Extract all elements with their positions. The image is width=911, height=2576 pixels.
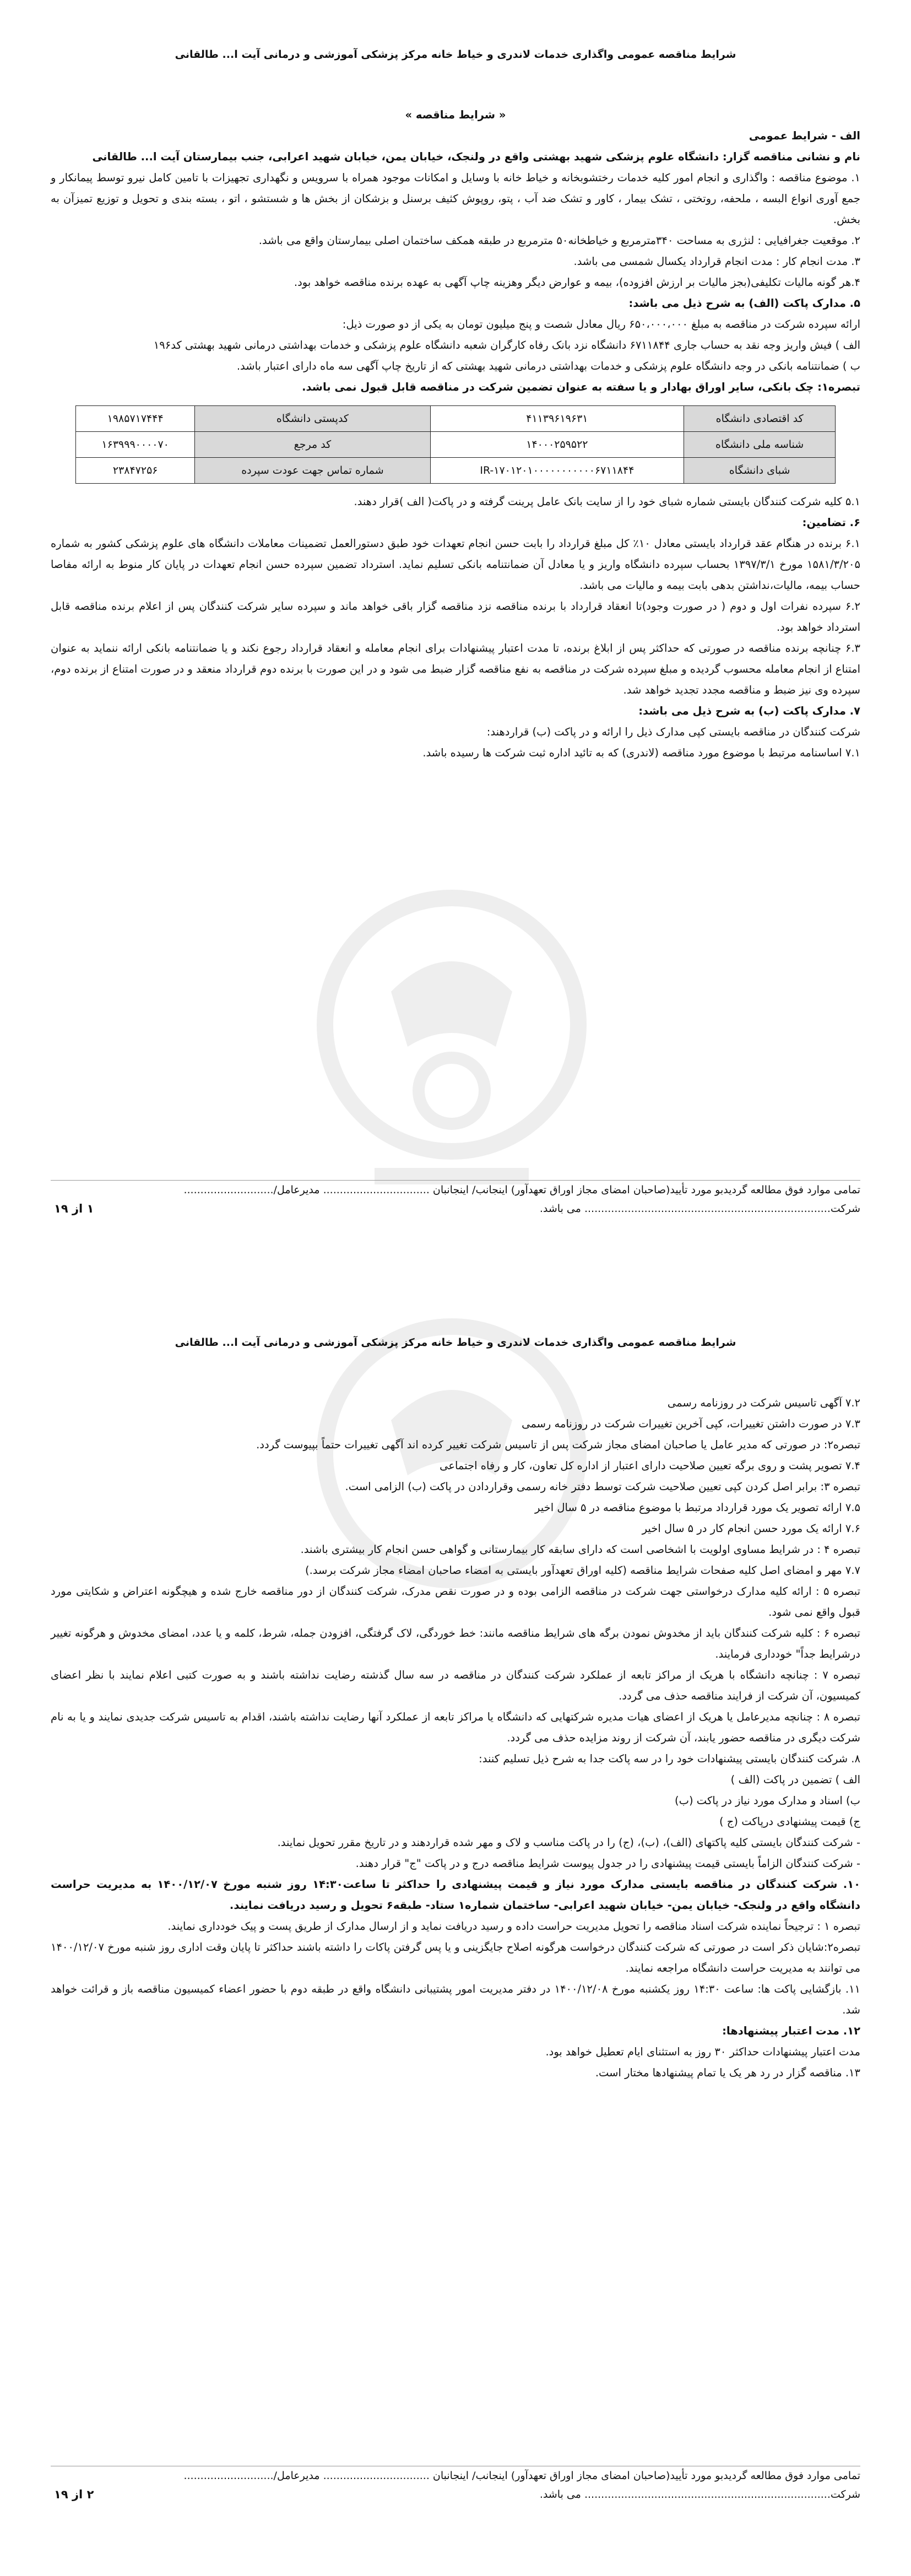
- company-line: شرکت.......................................................................... می باشد.: [539, 2488, 860, 2501]
- item-7-5: ۷.۵ ارائه تصویر یک مورد قرارداد مرتبط با موضوع مناقصه در ۵ سال اخیر: [535, 1501, 860, 1514]
- item-3: ۳. مدت انجام کار : مدت انجام قرارداد یکسال شمسی می باشد.: [573, 255, 860, 268]
- table-cell: ۴۱۱۳۹۶۱۹۶۳۱: [430, 406, 684, 432]
- item-7-text: شرکت کنندگان در مناقصه بایستی کپی مدارک ذیل را ارائه و در پاکت (ب) قراردهند:: [486, 726, 860, 738]
- table-cell: ۲۳۸۴۷۲۵۶: [76, 458, 195, 484]
- section-title: « شرایط مناقصه »: [405, 109, 506, 121]
- company-line: شرکت.......................................................................... می باشد.: [539, 1203, 860, 1215]
- signature-line: تمامی موارد فوق مطالعه گردیدبو مورد تأیید(صاحبان امضای مجاز اوراق تعهدآور) اینجانب/ اینجانبان ................................ مدیرعامل/...........................: [183, 2470, 860, 2482]
- note-3: تبصره ۳: برابر اصل کردن کپی تعیین صلاحیت شرکت توسط دفتر خانه رسمی وقراردادن در پاکت (ب) الزامی است.: [345, 1480, 860, 1493]
- table-cell: IR-۱۷۰۱۲۰۱۰۰۰۰۰۰۰۰۰۰۰۶۷۱۱۸۴۴: [430, 458, 684, 484]
- table-cell: ۱۹۸۵۷۱۷۴۴۴: [76, 406, 195, 432]
- envelope-a: الف ) تضمین در پاکت (الف ): [730, 1773, 860, 1786]
- note-7: تبصره ۷ : چنانچه دانشگاه با هریک از مراکز تابعه از عملکرد شرکت کنندگان در مناقصه در سه سال گذشته رضایت نداشته باشند و به صورت کتبی اعلام نمایند با نظر اعضای کمیسیون، آن شرکت از فرایند مناقصه حذف می گردد.: [51, 1669, 860, 1702]
- item-7-title: ۷. مدارک پاکت (ب) به شرح ذیل می باشد:: [638, 705, 860, 717]
- page-2-content: [51, 1393, 860, 2083]
- note-1-delivery: تبصره ۱ : ترجیحاً نماینده شرکت اسناد مناقصه را تحویل مدیریت حراست داده و رسید دریافت نماید و از ارسال مدارک از طریق پست و پیک خودداری نمایند.: [167, 1920, 860, 1933]
- item-10: ۱۰. شرکت کنندگان در مناقصه بایستی مدارک مورد نیاز و قیمت پیشنهادی را حداکثر تا ساعت۱۴:۳۰ روز شنبه مورخ ۱۴۰۰/۱۲/۰۷ به مدیریت حراست دانشگاه واقع در ولنجک- خیابان یمن- خیابان شهید اعرابی- ساختمان شماره۱ ستاد- طبقه۶ تحویل و رسید دریافت نمایند.: [51, 1878, 860, 1912]
- item-5-a: الف ) فیش واریز وجه نقد به حساب جاری ۶۷۱۱۸۴۴ دانشگاه نزد بانک رفاه کارگران شعبه دانشگاه علوم پزشکی و خدمات بهداشتی درمانی شهید بهشتی کد۱۹۶: [153, 339, 860, 351]
- item-5-title: ۵. مدارک پاکت (الف) به شرح ذیل می باشد:: [628, 297, 860, 310]
- table-row: [76, 406, 836, 432]
- item-7-3: ۷.۳ در صورت داشتن تغییرات، کپی آخرین تغییرات شرکت در روزنامه رسمی: [522, 1417, 860, 1430]
- table-cell: شماره تماس جهت عودت سپرده: [195, 458, 430, 484]
- item-6-title: ۶. تضامین:: [802, 516, 860, 529]
- page-2: [0, 1288, 911, 2576]
- envelope-b: ب) اسناد و مدارک مورد نیاز در پاکت (ب): [675, 1794, 860, 1807]
- item-5-b: ب ) ضمانتنامه بانکی در وجه دانشگاه علوم پزشکی و خدمات بهداشتی درمانی شهید بهشتی که از تاریخ چاپ آگهی سه ماه دارای اعتبار باشد.: [236, 360, 860, 372]
- table-cell: ۱۶۳۹۹۹۰۰۰۰۷۰: [76, 432, 195, 458]
- item-6-3: ۶.۳ چنانچه برنده مناقصه در صورتی که حداکثر پس از ابلاغ برنده، تا مدت اعتبار پیشنهادات برای انجام معامله و انعقاد قرارداد رجوع نکند و یا ضمانتنامه بانکی ارائه ننماید به عنوان امتناع از انجام معامله محسوب گردیده و مبلغ سپرده شرکت در مناقصه به نفع مناقصه گزار ضبط می شود و در این صورت با برنده دوم قرارداد منعقد و در صورت امتناع از برنده دوم، سپرده وی نیز ضبط و مناقصه مجدد تجدید خواهد شد.: [51, 642, 860, 696]
- envelope-instruction: - شرکت کنندگان بایستی کلیه پاکتهای (الف)، (ب)، (ج) را در پاکت مناسب و لاک و مهر شده قراردهند و در تاریخ مقرر تحویل نمایند.: [277, 1836, 860, 1849]
- item-7-7: ۷.۷ مهر و امضای اصل کلیه صفحات شرایط مناقصه (کلیه اوراق تعهدآور بایستی به امضاء صاحبان امضاء مجاز شرکت برسد.): [305, 1564, 860, 1577]
- item-6-1: ۶.۱ برنده در هنگام عقد قرارداد بایستی معادل ۱۰٪ کل مبلغ قرارداد را بابت حسن انجام تعهدات خود طبق دستورالعمل تضمینات معاملات دانشگاه های علوم پزشکی کشور به شماره ۱۵۸۱/۳/۲۰۵ مورخ ۱۳۹۷/۳/۱ بحساب سپرده دانشگاه واریز و یا معادل آن ضمانتنامه بانکی تسلیم نماید. استرداد تضمین سپرده حسن انجام تعهدات در پایان کار منوط به ارائه مفاصا حساب بیمه، مالیات،نداشتن بدهی بابت بیمه و مالیات می باشد.: [51, 537, 860, 592]
- item-8: ۸. شرکت کنندگان بایستی پیشنهادات خود را در سه پاکت جدا به شرح ذیل تسلیم کنند:: [479, 1752, 860, 1765]
- page-number: ۱ از ۱۹: [54, 1202, 94, 1215]
- document-header: شرایط مناقصه عمومی واگذاری خدمات لاندری و خیاط خانه مرکز پزشکی آموزشی و درمانی آیت ا... طالقانی: [175, 1336, 736, 1349]
- item-1: ۱. موضوع مناقصه : واگذاری و انجام امور کلیه خدمات رختشوبخانه و خیاط خانه با وسایل و امکانات موجود همراه با سرویس و نگهداری تجهیزات با تامین کامل نیرو توسط پیمانکار و جمع آوری انواع البسه ، ملحفه، روتختی ، تشک بیمار ، کاور و تشک ضد آب ، پتو، روپوش کثیف برسنل و بزشکان از بخش ها و شستشو ، اتو ، بسته بندی و تحویل و توزیع تمیزآن به بخش.: [51, 171, 860, 226]
- envelope-c: ج) قیمت پیشنهادی درپاکت (ج ): [719, 1815, 860, 1828]
- note-8: تبصره ۸ : چنانچه مدیرعامل یا هریک از اعضای هیات مدیره شرکتهایی که دانشگاه یا مراکز تابعه از عملکرد آنها رضایت نداشته باشند، اقدام به تاسیس شرکت جدیدی نمایند و یا به نام شرکت دیگری در مناقصه حضور یابند، آن شرکت از روند مزایده حذف می گردد.: [51, 1711, 860, 1744]
- university-info-table: [75, 405, 836, 484]
- note-2-withdrawal: تبصره۲:شایان ذکر است در صورتی که شرکت کنندگان درخواست هرگونه اصلاح جایگزینی و یا پس گرفتن پاکات را داشته باشند حداکثر تا پایان وقت اداری روز شنبه مورخ ۱۴۰۰/۱۲/۰۷ می توانند به مدیریت حراست دانشگاه مراجعه نمایند.: [51, 1941, 860, 1974]
- item-11: ۱۱. بازگشایی پاکت ها: ساعت ۱۴:۳۰ روز یکشنبه مورخ ۱۴۰۰/۱۲/۰۸ در دفتر مدیریت امور پشتیبانی دانشگاه واقع در طبقه دوم با حضور اعضاء کمیسیون مناقصه باز و قرائت خواهد شد.: [51, 1983, 861, 2016]
- tenderer-address: نام و نشانی مناقصه گزار: دانشگاه علوم پزشکی شهید بهشتی واقع در ولنجک، خیابان یمن، خیابان شهید اعرابی، جنب بیمارستان آیت ا... طالقانی: [92, 150, 860, 163]
- document-header: شرایط مناقصه عمومی واگذاری خدمات لاندری و خیاط خانه مرکز پزشکی آموزشی و درمانی آیت ا... طالقانی: [175, 48, 736, 61]
- table-cell: کدپستی دانشگاه: [195, 406, 430, 432]
- item-12-text: مدت اعتبار پیشنهادات حداکثر ۳۰ روز به استثنای ایام تعطیل خواهد بود.: [545, 2045, 860, 2058]
- note-4: تبصره ۴ : در شرایط مساوی اولویت با اشخاصی است که دارای سابقه کار بیمارستانی و گواهی حسن انجام کار بیشتری باشند.: [300, 1543, 860, 1556]
- item-7-4: ۷.۴ تصویر پشت و روی برگه تعیین صلاحیت دارای اعتبار از اداره کل تعاون، کار و رفاه اجتماعی: [440, 1459, 860, 1472]
- price-instruction: - شرکت کنندگان الزاماً بایستی قیمت پیشنهادی را در جدول پیوست شرایط مناقصه درج و در پاکت "ج" قرار دهند.: [355, 1857, 860, 1870]
- item-13: ۱۳. مناقصه گزار در رد هر یک یا تمام پیشنهادها مختار است.: [595, 2066, 860, 2079]
- page-1-content: [51, 105, 860, 764]
- item-7-6: ۷.۶ ارائه یک مورد حسن انجام کار در ۵ سال اخیر: [642, 1522, 860, 1535]
- page-number: ۲ از ۱۹: [54, 2488, 94, 2501]
- table-cell: کد مرجع: [195, 432, 430, 458]
- item-2: ۲. موقعیت جغرافیایی : لنژری به مساحت ۳۴۰مترمربع و خیاطخانه۵۰ مترمربع در طبقه همکف ساختمان اصلی بیمارستان واقع می باشد.: [258, 234, 860, 247]
- table-cell: ۱۴۰۰۰۲۵۹۵۲۲: [430, 432, 684, 458]
- item-7-2: ۷.۲ آگهی تاسیس شرکت در روزنامه رسمی: [667, 1397, 860, 1409]
- page-2-footer: [51, 2461, 860, 2504]
- sub-title: الف - شرایط عمومی: [749, 129, 860, 142]
- note-2: تبصره۲: در صورتی که مدیر عامل یا صاحبان امضای مجاز شرکت پس از تاسیس شرکت تغییر کرده اند آگهی تغییرات حتماً بپیوست گردد.: [256, 1438, 860, 1451]
- table-cell: شناسه ملی دانشگاه: [684, 432, 836, 458]
- item-5-text: ارائه سپرده شرکت در مناقصه به مبلغ ۶۵۰،۰۰۰،۰۰۰ ریال معادل شصت و پنج میلیون تومان به یکی از دو صورت ذیل:: [342, 318, 860, 331]
- table-row: [76, 458, 836, 484]
- item-7-1: ۷.۱ اساسنامه مرتبط با موضوع مورد مناقصه (لاندری) که به تائید اداره ثبت شرکت ها رسیده باشد.: [422, 746, 860, 759]
- item-12-title: ۱۲. مدت اعتبار پیشنهادها:: [722, 2025, 860, 2037]
- item-4: ۴.هر گونه مالیات تکلیفی(بجز مالیات بر ارزش افزوده)، بیمه و عوارض دیگر وهزینه چاپ آگهی به عهده برنده مناقصه خواهد بود.: [294, 276, 860, 289]
- item-5-1: ۵.۱ کلیه شرکت کنندگان بایستی شماره شبای خود را از سایت بانک عامل پرینت گرفته و در پاکت( الف )قرار دهند.: [354, 495, 860, 508]
- item-6-2: ۶.۲ سپرده نفرات اول و دوم ( در صورت وجود)تا انعقاد قرارداد با برنده مناقصه نزد مناقصه گزار باقی خواهد ماند و سپرده سایر شرکت کنندگان پس از اعلام برنده مناقصه قابل استرداد خواهد بود.: [51, 600, 860, 634]
- table-row: [76, 432, 836, 458]
- note-5: تبصره ۵ : ارائه کلیه مدارک درخواستی جهت شرکت در مناقصه الزامی بوده و در صورت نقص مدرک، شرکت کنندگان از دور مناقصه خارج شده و هیچگونه اعتراض و شکایتی مورد قبول واقع نمی شود.: [51, 1585, 860, 1619]
- signature-line: تمامی موارد فوق مطالعه گردیدبو مورد تأیید(صاحبان امضای مجاز اوراق تعهدآور) اینجانب/ اینجانبان ................................ مدیرعامل/...........................: [183, 1184, 860, 1196]
- page-1-footer: [51, 1176, 860, 1218]
- note-6: تبصره ۶ : کلیه شرکت کنندگان باید از مخدوش نمودن برگه های شرایط مناقصه مانند: خط خوردگی، لاک گرفتگی، افزودن جمله، شرط، کلمه و یا عدد، امضای مخدوش و هرگونه تغییر درشرایط جداً" خودداری فرمایند.: [51, 1627, 860, 1660]
- note-1: تبصره۱: چک بانکی، سایر اوراق بهادار و یا سفته به عنوان تضمین شرکت در مناقصه قابل قبول نمی باشد.: [302, 381, 860, 393]
- table-cell: شبای دانشگاه: [684, 458, 836, 484]
- table-cell: کد اقتصادی دانشگاه: [684, 406, 836, 432]
